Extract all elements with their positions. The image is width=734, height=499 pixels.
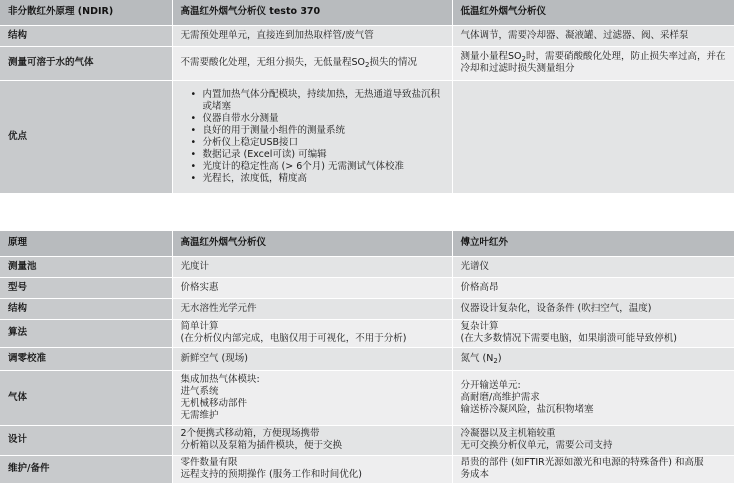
text-line: 新鲜空气 (现场) [180,352,248,364]
cell-ftir [452,319,734,347]
list-item: • 良好的用于测量小组件的测量系统 [203,125,444,137]
table-row [0,347,734,370]
text-line: 复杂计算 [460,321,499,332]
text-line: 务成本 [460,469,490,480]
text-line: 输送桥冷凝风险，盐沉积物堵塞 [460,403,594,415]
header-principle: 原理 [0,231,172,256]
table-row [0,425,734,455]
text-line: (在大多数情况下需要电脑，如果崩溃可能导致停机) [460,333,677,344]
row-label: 型号 [0,277,172,298]
cell-hot [172,347,452,370]
cell-hot [172,256,452,277]
cell-ftir [452,277,734,298]
cell-ftir [452,370,734,425]
text-line: 集成加热气体模块: [180,373,260,385]
table-row [0,46,734,80]
text-line: 价格高昂 [460,281,499,293]
text-line: 冷凝器以及主机箱较重 [460,428,556,439]
text-line: 分开输送单元: [460,379,521,391]
text: 时，需要硝酸酸化处理，防止损失率过高，并在冷却和过滤时损失测量组分 [460,51,726,74]
cell-hot [172,319,452,347]
header-principle: 非分散红外原理 (NDIR) [0,0,172,25]
header-ftir: 傅立叶红外 [452,231,734,256]
cell-ftir [452,455,734,483]
row-label: 测量池 [0,256,172,277]
text: 氮气 (N [460,352,494,364]
text-line: 远程支持的预期操作 (服务工作和时间优化) [180,469,362,480]
text-line: 无机械移动部件 [180,397,248,409]
comparison-table-ndir [0,0,734,194]
text-line: 零件数量有限 [180,457,238,468]
table-row [0,277,734,298]
cell-ftir [452,298,734,319]
text-line: 简单计算 [180,321,219,332]
text-line: 2个便携式移动箱，方便现场携带 [180,428,320,439]
text-line: (在分析仪内部完成，电脑仅用于可视化，不用于分析) [180,333,407,344]
list-item: • 仪器自带水分测量 [203,113,444,125]
table-header-row [0,231,734,256]
text-line: 无可交换分析仪单元，需要公司支持 [460,440,613,451]
table-row [0,319,734,347]
list-item: • 光程长，浓度低，精度高 [203,173,444,185]
text-line: 昂贵的部件 (如FTIR光源如激光和电源的特殊备件) 和高服 [460,457,704,468]
cell-hot [172,425,452,455]
text-line: 价格实惠 [180,281,219,293]
cell-hot [172,370,452,425]
cell-ftir [452,425,734,455]
list-item: • 内置加热气体分配模块，持续加热，无热通道导致盐沉积或堵塞 [203,89,444,113]
text: ) [497,352,502,364]
row-label: 设计 [0,425,172,455]
cell-hot [172,46,452,80]
text-line: 无水溶性光学元件 [180,302,257,314]
advantages-list [181,89,444,185]
cell-cold [452,46,734,80]
table-row [0,298,734,319]
subscript: 2 [493,356,498,365]
row-label: 算法 [0,319,172,347]
text-line: 高耐磨/高维护需求 [460,391,540,403]
cell-cold: 气体调节，需要冷却器、凝液罐、过滤器、阀、采样泵 [452,25,734,46]
table-row [0,80,734,193]
cell-ftir [452,256,734,277]
row-label: 气体 [0,370,172,425]
cell-ftir [452,347,734,370]
comparison-table-ftir [0,231,734,484]
text: 不需要酸化处理，无组分损失，无低量程SO [180,57,366,68]
cell-cold [452,80,734,193]
cell-hot [172,277,452,298]
list-item: • 分析仪上稳定USB接口 [203,137,444,149]
header-hot-analyzer: 高温红外烟气分析仪 testo 370 [172,0,452,25]
table-row [0,370,734,425]
text: 测量小量程SO [460,51,522,62]
table-header-row [0,0,734,25]
cell-hot: 无需预处理单元，直接连到加热取样管/废气管 [172,25,452,46]
row-label: 维护/备件 [0,455,172,483]
text-line: 无需维护 [180,409,219,421]
list-item: • 数据记录 (Excel可读) 可编辑 [203,149,444,161]
header-hot-analyzer: 高温红外烟气分析仪 [172,231,452,256]
text: 损失的情况 [369,57,417,68]
list-item: • 光度计的稳定性高 (> 6个月) 无需测试气体校准 [203,161,444,173]
row-label: 测量可溶于水的气体 [0,46,172,80]
table-row [0,256,734,277]
row-label: 结构 [0,298,172,319]
row-label: 结构 [0,25,172,46]
cell-hot [172,298,452,319]
table-row [0,25,734,46]
subscript: 2 [365,61,370,69]
text-line: 光度计 [180,260,210,272]
text-line: 仪器设计复杂化，设备条件 (吹扫空气，温度) [460,302,652,314]
text-line: 分析箱以及泵箱为插件模块，便于交换 [180,440,343,451]
table-row [0,455,734,483]
subscript: 2 [521,55,526,63]
row-label: 调零校准 [0,347,172,370]
row-label: 优点 [0,80,172,193]
text-line: 进气系统 [180,385,219,397]
cell-hot-bullets [172,80,452,193]
cell-hot [172,455,452,483]
header-cold-analyzer: 低温红外烟气分析仪 [452,0,734,25]
text-line: 光谱仪 [460,260,490,272]
